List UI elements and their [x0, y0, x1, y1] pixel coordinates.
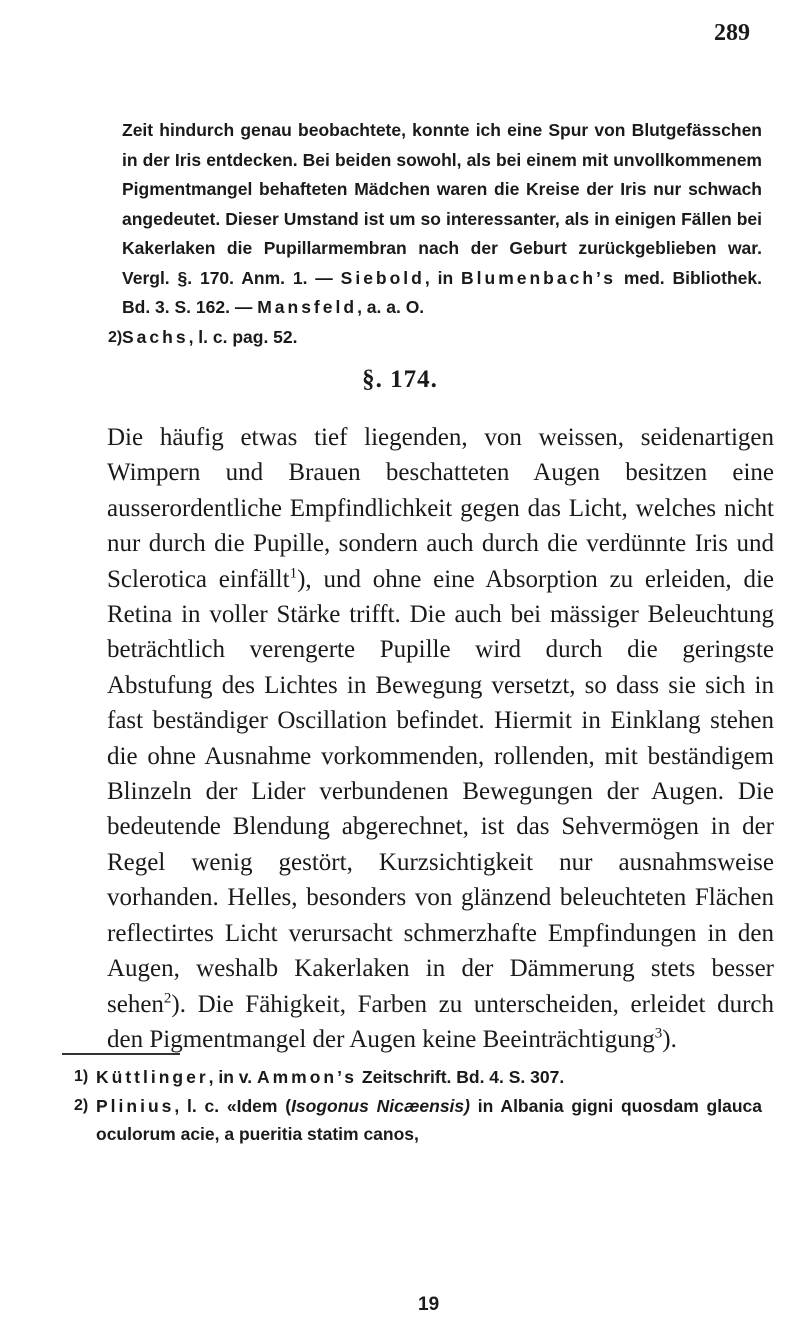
- footnote-text: , in v.: [208, 1067, 253, 1087]
- footnote-text: , in: [424, 267, 454, 288]
- footnote-italic-text: Isogonus Nicæensis): [291, 1095, 470, 1116]
- author-name: Küttlinger: [96, 1067, 209, 1087]
- footnote-text: Zeitschrift. Bd. 4. S. 307.: [361, 1067, 565, 1087]
- paragraph-part: ). Die Fähigkeit, Farben zu unterscheiden, erleidet durch den Pigmentmangel der Augen keine Beeinträchtigung: [107, 990, 774, 1053]
- footnote-text: , l. c. pag. 52.: [188, 326, 298, 347]
- body-paragraph: [62, 420, 774, 1057]
- footnote-2-line: [108, 323, 762, 353]
- footnote-2: [74, 1092, 762, 1149]
- author-name: Plinius: [96, 1095, 175, 1116]
- footnote-text: , a. a. O.: [357, 297, 425, 317]
- author-name: Sachs: [122, 326, 189, 347]
- author-name: Siebold: [340, 267, 425, 288]
- author-name: Ammon’s: [256, 1067, 358, 1087]
- paragraph-text: [62, 420, 774, 1057]
- footnote-text: , l. c. «Idem (: [174, 1095, 292, 1116]
- section-heading: §. 174.: [362, 366, 438, 393]
- signature-mark: 19: [418, 1294, 440, 1315]
- footnote-ref: 2: [163, 990, 172, 1007]
- continued-footnote: [108, 116, 762, 352]
- footnotes: [74, 1063, 762, 1149]
- paragraph-part: Die häufig etwas tief liegenden, von weissen, seidenartigen Wimpern und Brauen beschatteten Augen besitzen eine ausserordentliche Empfindlichkeit gegen das Licht, welches nicht nur durch die Pupille, sondern auch durch die verdünnte Iris und Sclerotica einfällt: [107, 424, 774, 593]
- footnote-text: med. Bibliothek. Bd. 3. S. 162. —: [122, 267, 762, 317]
- footnote-mark: 1): [74, 1068, 89, 1085]
- footnote-mark: 2): [108, 328, 123, 346]
- footnote-continuation-text: Zeit hindurch genau beobachtete, konnte ich eine Spur von Blutgefässchen in der Iris entdecken. Bei beiden sowohl, als bei einem mit unvollkommenem Pigmentmangel behafteten Mädchen waren die Kreise der Iris nur schwach angedeutet. Dieser Umstand ist um so interessanter, als in einigen Fällen bei Kakerlaken die Pupillarmembran nach der Geburt zurückgeblieben war. Vergl. §. 170. Anm. 1. —: [122, 120, 762, 288]
- paragraph-part: ), und ohne eine Absorption zu erleiden, die Retina in voller Stärke trifft. Die auch bei mässiger Beleuchtung beträchtlich verengerte Pupille wird durch die geringste Abstufung des Lichtes in Bewegung versetzt, so dass sie sich in fast beständiger Oscillation befindet. Hiermit in Einklang stehen die ohne Ausnahme vorkommenden, rollenden, mit beständigem Blinzeln der Lider verbundenen Bewegungen der Augen. Die bedeutende Blendung abgerechnet, ist das Sehvermögen in der Regel wenig gestört, Kurzsichtigkeit nur ausnahmsweise vorhanden. Helles, besonders von glänzend beleuchteten Flächen reflectirtes Licht verursacht schmerzhafte Empfindungen in den Augen, weshalb Kakerlaken in der Dämmerung stets besser sehen: [107, 565, 774, 1018]
- page-number: 289: [714, 20, 750, 46]
- footnote-1: [74, 1063, 762, 1092]
- footnote-divider: [62, 1053, 180, 1055]
- footnote-ref: 3: [654, 1025, 663, 1042]
- paragraph-part: ).: [662, 1025, 677, 1053]
- footnote-mark: 2): [74, 1096, 89, 1114]
- footnote-ref: 1: [289, 565, 298, 582]
- author-name: Mansfeld: [257, 297, 358, 317]
- footnote-text: in Albania gigni quosdam glauca oculorum acie, a pueritia statim canos,: [96, 1095, 762, 1144]
- author-name: Blumenbach’s: [461, 267, 616, 288]
